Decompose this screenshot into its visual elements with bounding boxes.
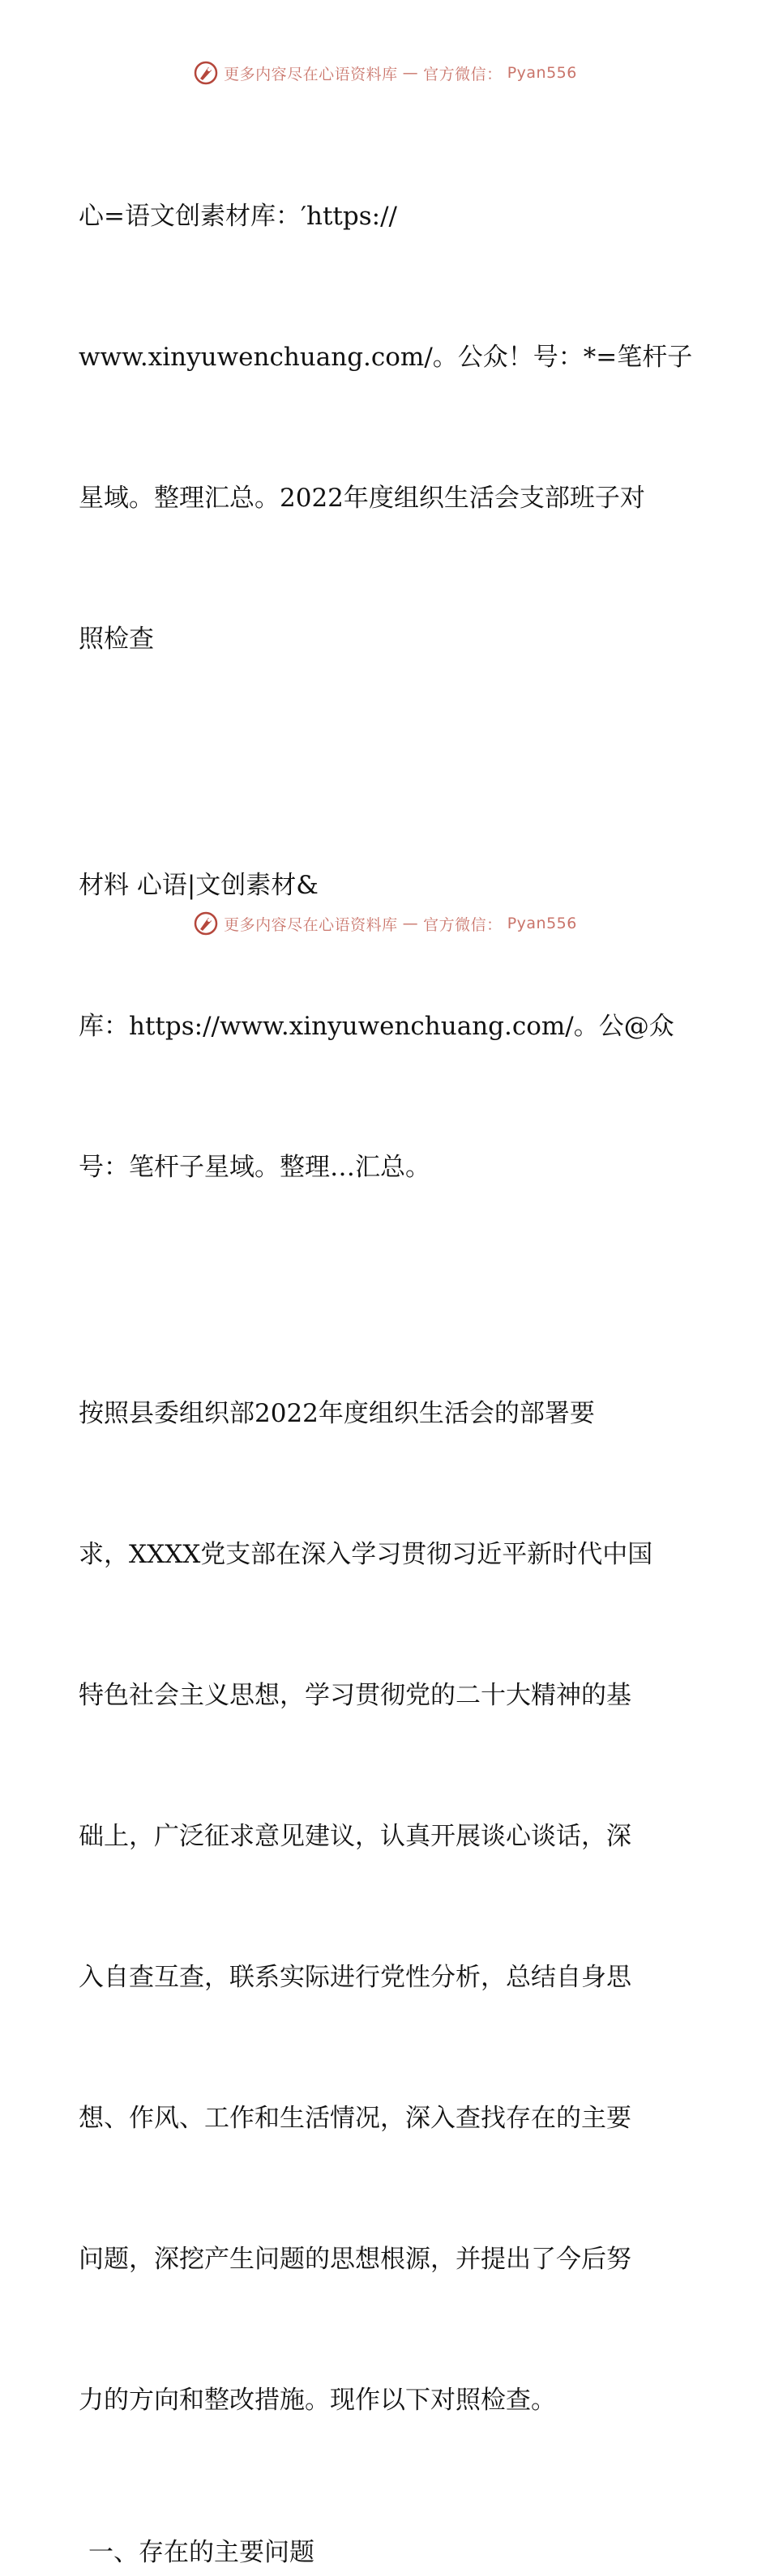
- text-line: www.xinyuwenchuang.com/。公众！号：*=笔杆子: [79, 343, 693, 372]
- banner-dash: —: [402, 64, 419, 82]
- text-line: 星域。整理汇总。2022年度组织生活会支部班子对: [79, 484, 645, 513]
- paragraph-source-2: [79, 768, 695, 1285]
- text-line: 特色社会主义思想，学习贯彻党的二十大精神的基: [79, 1681, 631, 1710]
- text-line: 材料 心语|文创素材&: [79, 871, 319, 900]
- text-line: 照检查: [79, 625, 154, 654]
- text-line: 库：https://www.xinyuwenchuang.com/。公@众: [79, 1012, 674, 1041]
- text-line: 号：笔杆子星域。整理…汇总。: [79, 1153, 430, 1182]
- banner-wechat-id: Pyan556: [507, 915, 577, 932]
- banner-main-text: 更多内容尽在心语资料库: [224, 65, 398, 83]
- text-line: 问题，深挖产生问题的思想根源，并提出了今后努: [79, 2245, 631, 2274]
- text-line: 心=语文创素材库：′https://: [79, 202, 397, 231]
- pen-nib-logo-icon: [193, 911, 219, 936]
- banner-official-label: 官方微信：: [423, 915, 503, 934]
- paragraph-source-1: [79, 99, 695, 757]
- text-line: 入自查互查，联系实际进行党性分析，总结自身思: [79, 1963, 631, 1992]
- section-heading: 一、存在的主要问题: [88, 2538, 314, 2567]
- header-banner: [0, 58, 770, 87]
- text-line: 力的方向和整改措施。现作以下对照检查。: [79, 2386, 556, 2415]
- text-line: 求，XXXX党支部在深入学习贯彻习近平新时代中国: [79, 1540, 653, 1569]
- banner-main-text: 更多内容尽在心语资料库: [224, 915, 398, 934]
- text-line: 想、作风、工作和生活情况，深入查找存在的主要: [79, 2104, 631, 2133]
- footer-banner: [0, 909, 770, 938]
- text-line: 按照县委组织部2022年度组织生活会的部署要: [79, 1399, 595, 1428]
- paragraph-intro: [79, 1296, 695, 2518]
- banner-dash: —: [402, 915, 419, 932]
- pen-nib-logo-icon: [193, 60, 219, 86]
- banner-wechat-id: Pyan556: [507, 64, 577, 82]
- document-body: [79, 99, 695, 2576]
- banner-official-label: 官方微信：: [423, 65, 503, 83]
- text-line: 础上，广泛征求意见建议，认真开展谈心谈话，深: [79, 1822, 631, 1851]
